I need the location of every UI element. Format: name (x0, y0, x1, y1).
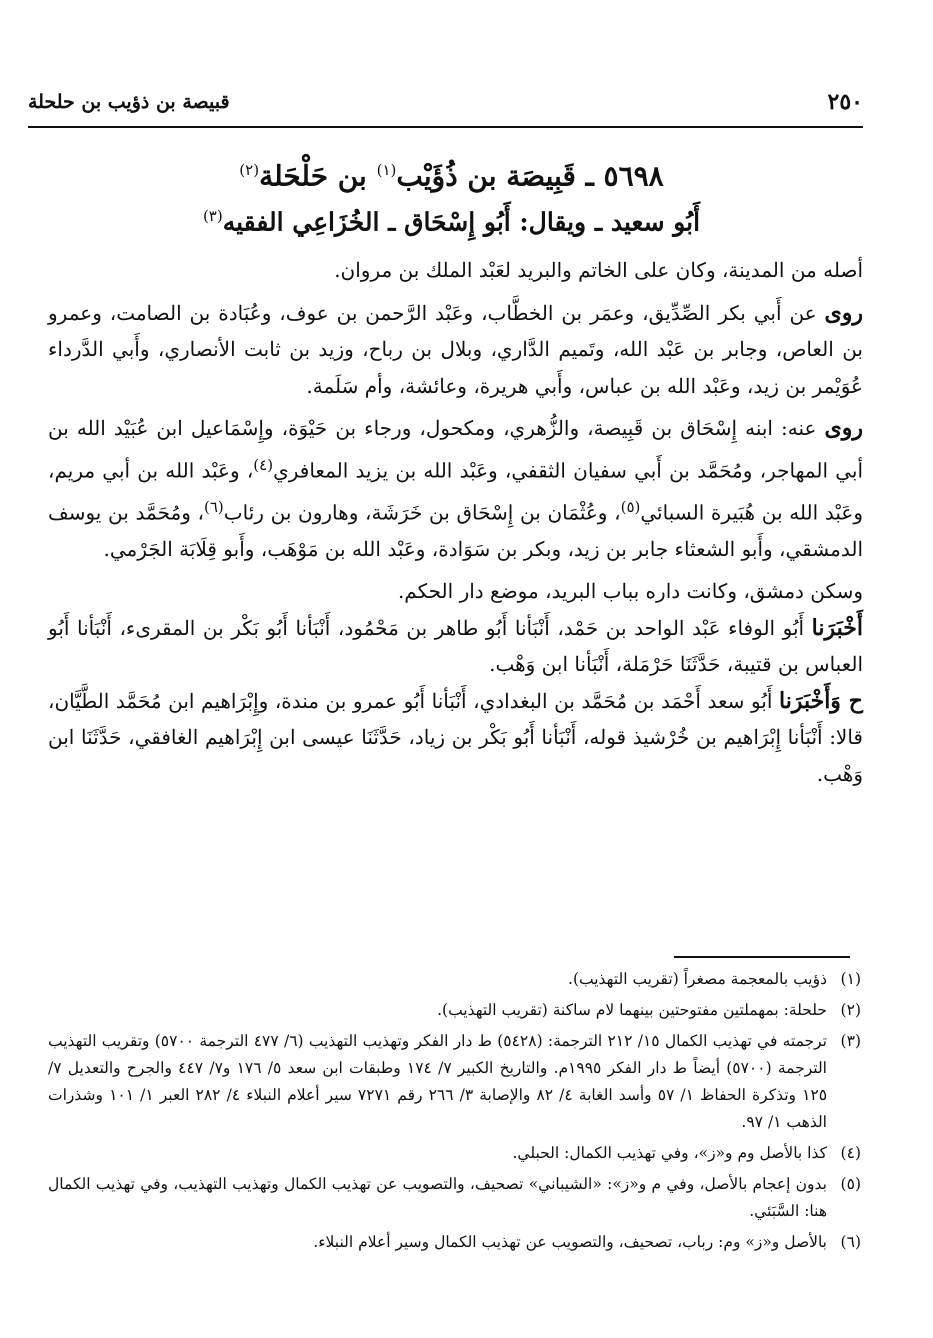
footnote-text: حلحلة: بمهملتين مفتوحتين بينهما لام ساكنة (تقريب التهذيب). (437, 1001, 827, 1019)
chain-paragraph-1 (48, 610, 863, 683)
entry-title (40, 150, 863, 196)
footnote-item (48, 1171, 861, 1225)
entry-subtitle (40, 198, 863, 240)
footnote-divider (674, 956, 850, 958)
footnote-ref-1: (١) (376, 161, 397, 179)
paragraph-lead: أَخْبَرَنا (811, 614, 863, 641)
footnote-text: بالأصل و«ز» وم: رباب، تصحيف، والتصويب عن تهذيب الكمال وسير أعلام النبلاء. (313, 1233, 827, 1251)
footnote-item (48, 1028, 861, 1136)
paragraph-text: ، وعَبْد الله بن أبي مريم، وعَبْد الله بن هُبَيرة السبائي (48, 458, 863, 525)
footnotes (48, 966, 861, 1260)
footnote-ref-4: (٤) (253, 455, 274, 474)
footnote-text: كذا بالأصل وم و«ز»، وفي تهذيب الكمال: الحبلي. (512, 1144, 827, 1162)
footnote-text: ذؤيب بالمعجمة مصغراً (تقريب التهذيب). (568, 970, 827, 988)
paragraph-text: ، ومُحَمَّد بن يوسف الدمشقي، وأَبو الشعثاء جابر بن زيد، وبكر بن سَوَادة، وعَبْد الله بن مَوْهَب، وأَبو قِلَابَة الجَرْمي. (48, 500, 863, 561)
footnote-number: (٦) (840, 1233, 861, 1251)
footnote-ref-3: (٣) (202, 207, 223, 225)
paragraph-lead: روى (824, 415, 863, 441)
paragraph-text: أَبُو الوفاء عَبْد الواحد بن حَمْد، أَنْبَأنا أَبُو طاهر بن مَحْمُود، أَنْبَأنا أَبُو بَكْر بن المقرىء، أَنْبَأنا أَبُو العباس بن قتيبة، حَدَّثَنَا حَرْمَلة، أَنْبَأنا ابن وَهْب. (48, 615, 863, 677)
paragraph-lead: ح وَأَخْبَرَنا (778, 687, 863, 714)
running-header-title: قبيصة بن ذؤيب بن حلحلة (28, 91, 230, 113)
body-text (48, 252, 863, 792)
footnote-text: ترجمته في تهذيب الكمال ١٥/ ٢١٢ الترجمة: (٥٤٢٨) ط دار الفكر وتهذيب التهذيب (٦/ ٤٧٧ الترجمة ٥٧٠٠) وتقريب التهذيب الترجمة (٥٧٠٠) أيضاً ط دار الفكر ١٩٩٥م. والتاريخ الكبير ٧/ ١٧٤ وطبقات ابن سعد ٥/ ١٧٦ و٧/ ٤٤٧ والجرح والتعديل ٧/ ١٢٥ وتذكرة الحفاظ ١/ ٥٧ وأسد الغابة ٤/ ٨٢ والإصابة ٣/ ٢٦٦ رقم ٧٢٧١ سير أعلام النبلاء ٤/ ٢٨٢ العبر ١/ ١٠١ وشذرات الذهب ١/ ٩٧. (48, 1032, 828, 1131)
footnote-number: (٣) (840, 1032, 861, 1050)
footnote-item (48, 1140, 861, 1167)
footnote-ref-6: (٦) (203, 497, 224, 516)
paragraph-text: ، وعُثْمَان بن إِسْحَاق بن خَرَشَة، وهارون بن رئاب (223, 500, 621, 525)
paragraph-text: عن أَبي بكر الصِّدِّيق، وعمَر بن الخطَّاب، وعَبْد الرَّحمن بن عوف، وعُبَادة بن الصامت، وعمرو بن العاص، وجابر بن عَبْد الله، وتَميم الدَّاري، وبلال بن رباح، وزيد بن ثابت الأنصاري، وأَبي الدَّرداء عُوَيْمر بن زيد، وعَبْد الله بن عباس، وأَبي هريرة، وعائشة، وأم سَلَمة. (48, 300, 863, 398)
footnote-item (48, 997, 861, 1024)
narrated-from-paragraph (48, 295, 863, 405)
footnote-ref-2: (٢) (239, 161, 260, 179)
footnote-number: (٢) (840, 1001, 861, 1019)
paragraph-text: أَبُو سعد أَحْمَد بن مُحَمَّد بن البغدادي، أَنْبَأنا أَبُو عمرو بن مندة، وإِبْرَاهيم ابن مُحَمَّد الطَّيَّان، قالا: أَنْبَأنا إِبْرَاهيم بن خُرْشيذ قوله، أَنْبَأنا أَبُو بَكْر بن زياد، حَدَّثَنَا عيسى ابن إِبْرَاهيم الغافقي، حَدَّثَنَا ابن وَهْب. (48, 688, 863, 786)
footnote-number: (١) (840, 970, 861, 988)
entry-subtitle-text: أَبُو سعيد ـ ويقال: أَبُو إِسْحَاق ـ الخُزَاعِي الفقيه (222, 207, 701, 237)
entry-title-mid: بن حَلْحَلة (259, 159, 377, 193)
entry-title-main: ٥٦٩٨ ـ قَبِيصَة بن ذُؤَيْب (396, 159, 664, 193)
footnote-item (48, 966, 861, 993)
footnote-item (48, 1229, 861, 1256)
footnote-number: (٥) (840, 1175, 861, 1193)
paragraph-text: عنه: ابنه إِسْحَاق بن قَبِيصة، والزُّهري، ومكحول، ورجاء بن حَيْوَة، وإِسْمَاعيل ابن عُبَيْد الله بن أبي المهاجر، ومُحَمَّد بن أَبي سفيان الثقفي، وعَبْد الله بن يزيد المعافري (48, 416, 864, 483)
intro-paragraph: أصله من المدينة، وكان على الخاتم والبريد لعَبْد الملك بن مروان. (334, 258, 863, 282)
footnote-ref-5: (٥) (620, 497, 641, 516)
running-header (28, 84, 863, 120)
chain-paragraph-2 (48, 683, 863, 793)
residence-paragraph: وسكن دمشق، وكانت داره بباب البريد، موضع دار الحكم. (397, 579, 863, 604)
header-divider (28, 126, 863, 128)
footnote-number: (٤) (840, 1144, 861, 1162)
narrated-by-paragraph (48, 410, 863, 567)
footnote-text: بدون إعجام بالأصل، وفي م و«ز»: «الشيباني» تصحيف، والتصويب عن تهذيب الكمال وتهذيب التهذيب، وفي تهذيب الكمال هنا: السَّبَئي. (48, 1175, 827, 1220)
paragraph-lead: روى (824, 299, 863, 326)
page-number: ٢٥٠ (827, 89, 863, 115)
